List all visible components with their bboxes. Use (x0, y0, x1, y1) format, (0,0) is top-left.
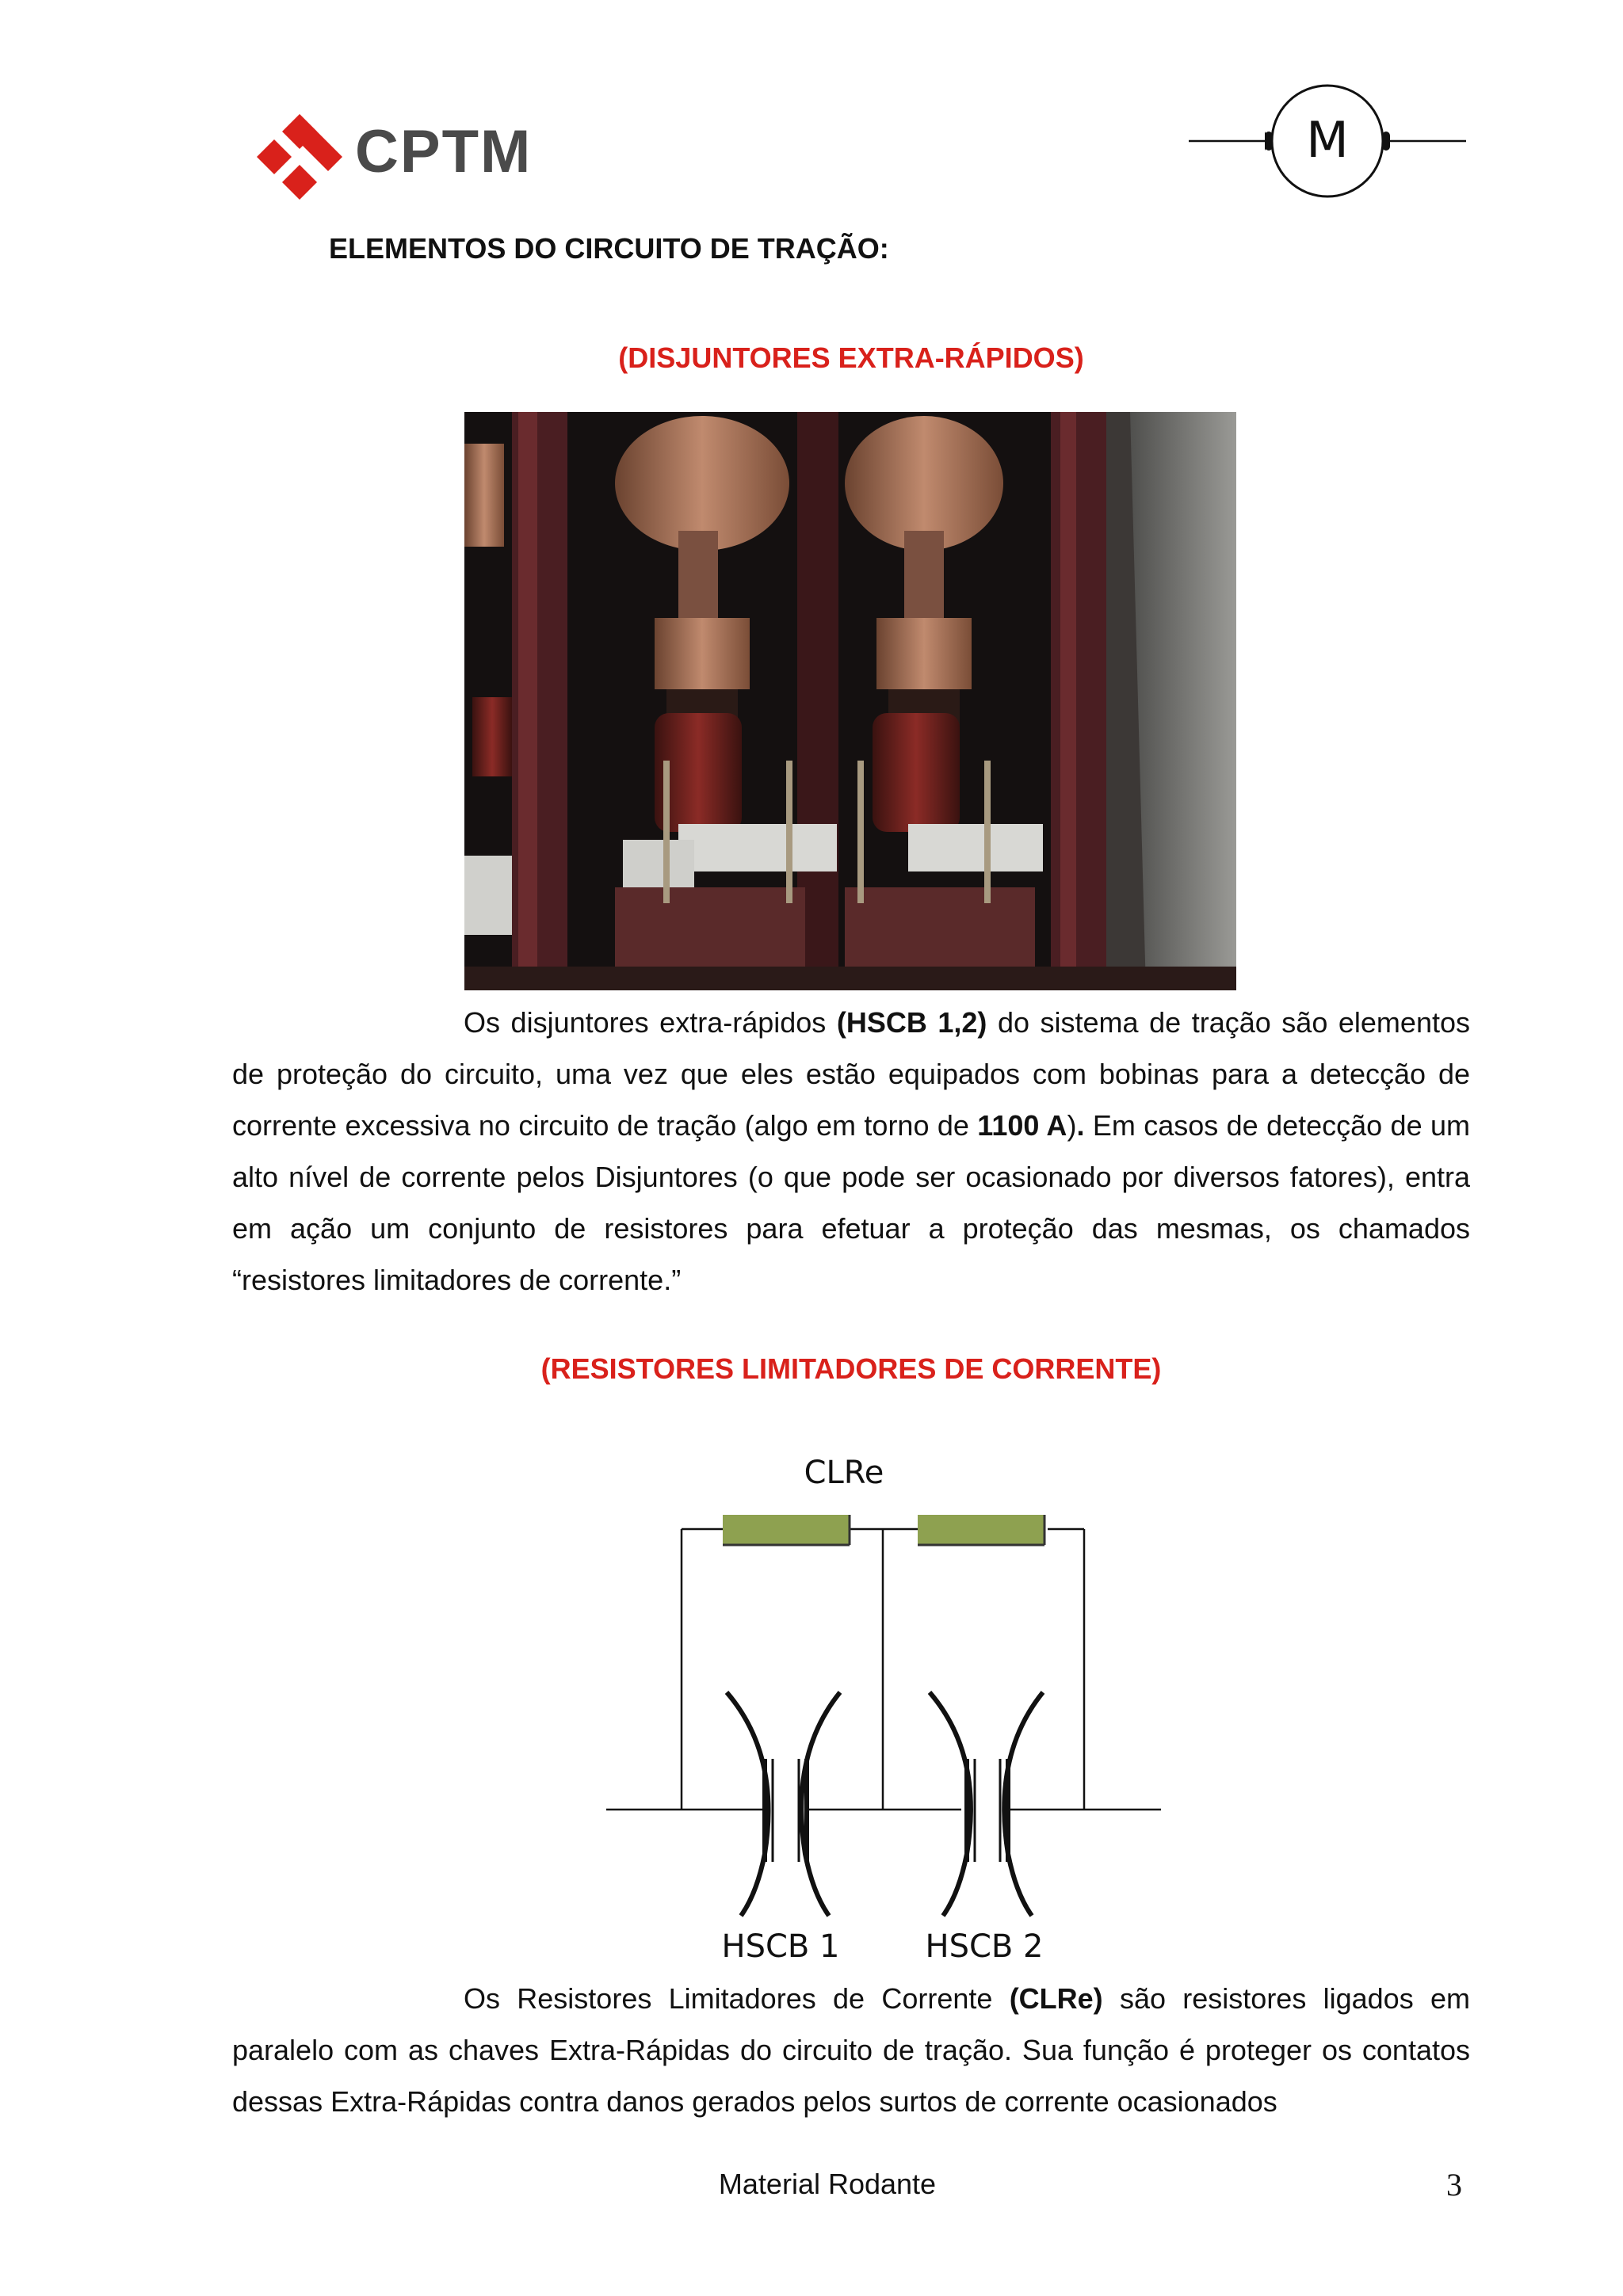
motor-symbol-icon (1189, 78, 1466, 204)
logo-text: CPTM (355, 118, 533, 185)
resistor-2 (918, 1515, 1044, 1545)
subsection-title-disjuntores: (DISJUNTORES EXTRA-RÁPIDOS) (618, 341, 1084, 374)
subsection-title-resistores: (RESISTORES LIMITADORES DE CORRENTE) (540, 1352, 1162, 1385)
breaker-2-label: HSCB 2 (925, 1928, 1044, 1965)
resistor-label: CLRe (804, 1455, 884, 1491)
hscb-1-symbol (727, 1692, 840, 1916)
section-title: ELEMENTOS DO CIRCUITO DE TRAÇÃO: (329, 232, 889, 265)
page-number: 3 (1446, 2167, 1462, 2203)
hscb-emphasis: (HSCB 1,2) (836, 1006, 987, 1039)
motor-symbol-letter: M (1306, 111, 1349, 169)
current-value-emphasis: 1100 A (977, 1109, 1067, 1142)
circuit-breakers-photo (464, 412, 1236, 990)
resistores-paragraph: Os Resistores Limitadores de Corrente (CLRe) são resistores ligados em paralelo com as chaves Extra-Rápidas do circuito de tração. Sua função é proteger os contatos dessas Extra-Rápidas contra danos gerados pelos surtos de corrente ocasionados (232, 1982, 1471, 2118)
cptm-logo (252, 109, 553, 204)
cptm-logo-icon (252, 109, 347, 204)
disjuntores-paragraph: Os disjuntores extra-rápidos (HSCB 1,2) do sistema de tração são elementos de proteção do circuito, uma vez que eles estão equipados com bobinas para a detecção de corrente excessiva no circuito de tração (algo em torno de 1100 A). Em casos de detecção de um alto nível de corrente pelos Disjuntores (o que pode ser ocasionado por diversos fatores), entra em ação um conjunto de resistores para efetuar a proteção das mesmas, os chamados “resistores limitadores de corrente.” (232, 1006, 1470, 1296)
breaker-1-label: HSCB 1 (721, 1928, 840, 1965)
clre-emphasis: (CLRe) (1009, 1982, 1103, 2015)
resistor-1 (723, 1515, 850, 1545)
clre-circuit-diagram (602, 1442, 1173, 1965)
footer-text: Material Rodante (718, 2168, 937, 2200)
hscb-2-symbol (930, 1692, 1043, 1916)
